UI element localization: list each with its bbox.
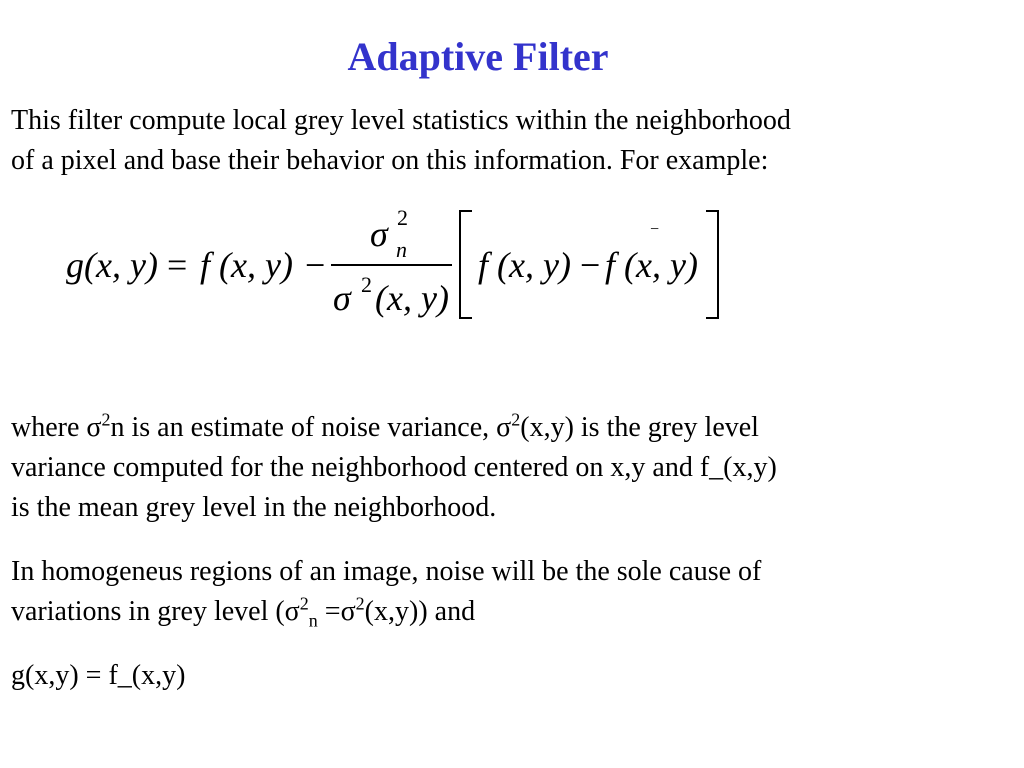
slide-title: Adaptive Filter (347, 34, 609, 79)
where-paragraph (11, 408, 1001, 528)
homog-line-2 (11, 592, 1001, 632)
homogeneous-paragraph (11, 552, 1001, 632)
homog-text-a: variations in grey level (σ (11, 596, 300, 627)
where-line-3: is the mean grey level in the neighborhood. (11, 492, 497, 523)
formula-lhs: g(x, y) (66, 245, 158, 285)
denominator-arg: (x, y) (375, 278, 449, 318)
numerator-sigma: σ (370, 214, 388, 254)
bracket-term2: f (x, y) (605, 245, 698, 285)
numerator-sub: n (396, 237, 407, 262)
where-text-c: (x,y) is the grey level (520, 412, 759, 443)
where-line-1 (11, 408, 1001, 448)
conclusion-line: g(x,y) = f_(x,y) (11, 660, 186, 691)
intro-line-1: This filter compute local grey level statistics within the neighborhood (11, 105, 791, 136)
where-text-b: n is an estimate of noise variance, σ (110, 412, 512, 443)
denominator-sigma: σ (333, 278, 351, 318)
where-sup-a: 2 (101, 409, 111, 430)
homog-sup-1: 2 (299, 593, 309, 614)
formula-equals: = (167, 245, 188, 285)
formula-term1: f (x, y) (200, 245, 293, 285)
where-sup-b: 2 (511, 409, 521, 430)
bracket-term1: f (x, y) (478, 245, 571, 285)
where-text-a: where σ (11, 412, 102, 443)
bracket-minus: − (580, 245, 601, 285)
where-line-2: variance computed for the neighborhood centered on x,y and f_(x,y) (11, 452, 777, 483)
homog-sub: n (308, 610, 318, 631)
right-bracket (706, 211, 718, 318)
homog-line-1: In homogeneus regions of an image, noise will be the sole cause of (11, 556, 762, 587)
homog-sup-2: 2 (355, 593, 365, 614)
denominator-sup: 2 (361, 272, 372, 297)
mean-bar-mark: − (650, 221, 660, 238)
homog-text-c: (x,y)) and (364, 596, 476, 627)
intro-line-2: of a pixel and base their behavior on this information. For example: (11, 145, 769, 176)
homog-text-b: =σ (317, 596, 356, 627)
left-bracket (460, 211, 472, 318)
formula-minus: − (305, 245, 326, 285)
numerator-sup: 2 (397, 205, 408, 230)
